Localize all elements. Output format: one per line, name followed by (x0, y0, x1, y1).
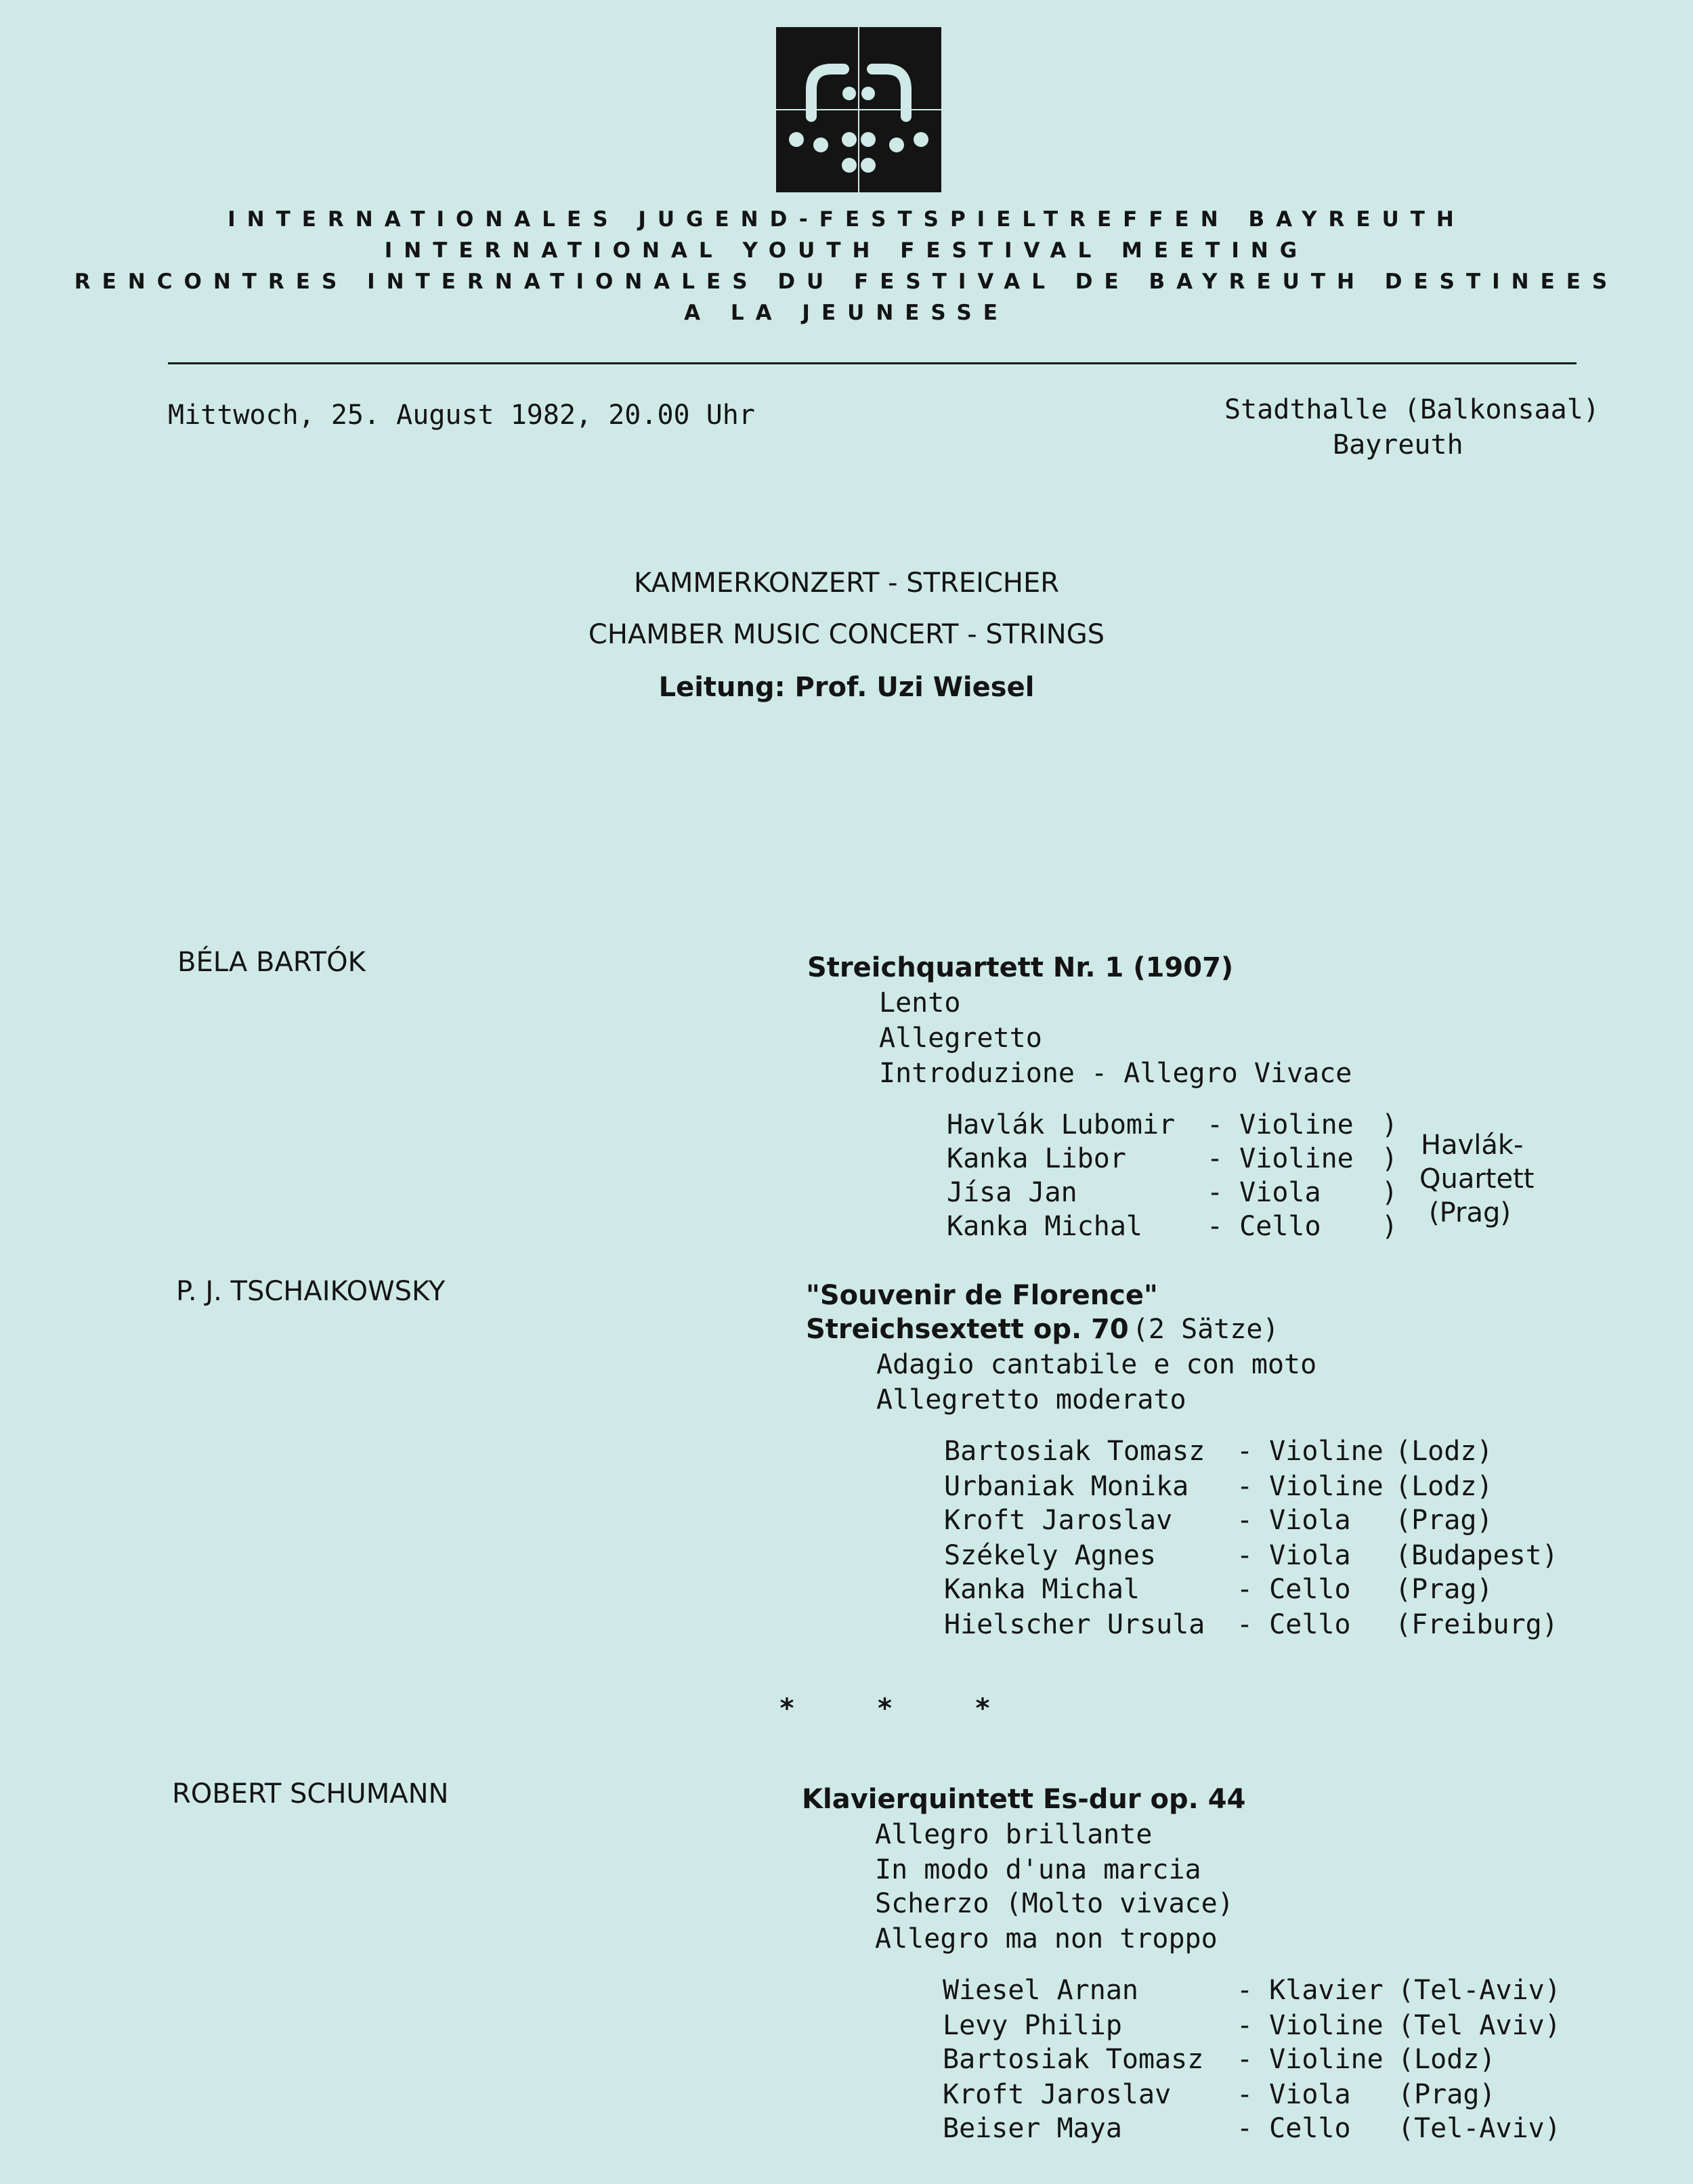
movement: Allegro brillante (875, 1819, 1153, 1850)
performer-instrument: - Viola (1207, 1177, 1321, 1208)
performer-name: Beiser Maya (943, 2113, 1122, 2144)
event-venue: Stadthalle (Balkonsaal) (1224, 394, 1600, 425)
work-note: (2 Sätze) (1132, 1314, 1279, 1345)
movement: Scherzo (Molto vivace) (875, 1888, 1234, 1919)
movement: Adagio cantabile e con moto (876, 1349, 1317, 1380)
composer-tschaikowsky: P. J. TSCHAIKOWSKY (176, 1276, 446, 1307)
header-line-2: INTERNATIONAL YOUTH FESTIVAL MEETING (384, 238, 1309, 263)
performer-instrument: - Violine (1207, 1109, 1354, 1140)
header-line-4: A LA JEUNESSE (684, 301, 1009, 325)
work-subtitle-text: Streichsextett op. 70 (806, 1314, 1129, 1345)
performer-name: Bartosiak Tomasz (944, 1436, 1205, 1467)
bracket: ) (1381, 1177, 1398, 1208)
work-title: Streichquartett Nr. 1 (1907) (807, 952, 1234, 983)
performer-city: (Lodz) (1395, 1436, 1493, 1467)
performer-name: Kanka Michal (944, 1574, 1140, 1605)
performer-name: Kanka Michal (947, 1211, 1142, 1242)
concert-title-en: CHAMBER MUSIC CONCERT - STRINGS (588, 619, 1105, 650)
performer-instrument: - Viola (1237, 1505, 1351, 1536)
bracket: ) (1381, 1143, 1398, 1174)
concert-direction: Leitung: Prof. Uzi Wiesel (658, 672, 1035, 703)
performer-instrument: - Klavier (1237, 1975, 1384, 2006)
performer-instrument: - Cello (1237, 1609, 1351, 1640)
performer-city: (Lodz) (1398, 2044, 1496, 2075)
movement: Allegretto (879, 1023, 1042, 1054)
performer-name: Kroft Jaroslav (944, 1505, 1173, 1536)
composer-bartok: BÉLA BARTÓK (177, 947, 366, 978)
performer-city: (Tel-Aviv) (1398, 1975, 1561, 2006)
bracket: ) (1381, 1109, 1398, 1140)
performer-instrument: - Cello (1237, 1574, 1351, 1605)
performer-city: (Tel Aviv) (1398, 2010, 1561, 2041)
performer-city: (Prag) (1398, 2079, 1496, 2110)
header-line-1: INTERNATIONALES JUGEND-FESTSPIELTREFFEN BAYREUTH (228, 207, 1465, 232)
movement: Introduzione - Allegro Vivace (879, 1058, 1352, 1089)
performer-instrument: - Viola (1237, 1540, 1351, 1571)
bracket: ) (1381, 1211, 1398, 1242)
festival-logo (776, 27, 941, 192)
movement: In modo d'una marcia (875, 1854, 1201, 1885)
performer-instrument: - Violine (1237, 2010, 1384, 2041)
ensemble-name: Havlák- (1421, 1130, 1524, 1161)
performer-city: (Budapest) (1395, 1540, 1558, 1571)
performer-city: (Prag) (1395, 1505, 1493, 1536)
concert-title-de: KAMMERKONZERT - STREICHER (633, 568, 1060, 599)
ensemble-name: Quartett (1419, 1163, 1535, 1195)
performer-name: Kanka Libor (947, 1143, 1126, 1174)
header-line-3: RENCONTRES INTERNATIONALES DU FESTIVAL DE BAYREUTH DESTINEES (74, 270, 1619, 294)
work-title: Klavierquintett Es-dur op. 44 (802, 1784, 1246, 1815)
performer-name: Kroft Jaroslav (943, 2079, 1172, 2110)
performer-name: Urbaniak Monika (944, 1471, 1189, 1502)
performer-instrument: - Viola (1237, 2079, 1351, 2110)
performer-city: (Lodz) (1395, 1471, 1493, 1502)
event-city: Bayreuth (1333, 429, 1463, 461)
performer-name: Havlák Lubomir (947, 1109, 1176, 1140)
performer-instrument: - Violine (1237, 1471, 1384, 1502)
performer-name: Hielscher Ursula (944, 1609, 1205, 1640)
performer-city: (Prag) (1395, 1574, 1493, 1605)
performer-instrument: - Cello (1207, 1211, 1321, 1242)
performer-name: Bartosiak Tomasz (943, 2044, 1204, 2075)
performer-instrument: - Violine (1237, 1436, 1384, 1467)
performer-instrument: - Violine (1207, 1143, 1354, 1174)
performer-city: (Tel-Aviv) (1398, 2113, 1561, 2144)
movement: Lento (879, 987, 961, 1019)
performer-instrument: - Cello (1237, 2113, 1351, 2144)
movement: Allegro ma non troppo (875, 1923, 1218, 1954)
performer-name: Székely Agnes (944, 1540, 1157, 1571)
header-divider (168, 362, 1577, 364)
movement: Allegretto moderato (876, 1384, 1186, 1415)
work-subtitle (806, 1314, 1279, 1345)
performer-name: Wiesel Arnan (943, 1975, 1138, 2006)
performer-name: Jísa Jan (947, 1177, 1077, 1208)
section-separator: * * * (779, 1693, 991, 1724)
performer-instrument: - Violine (1237, 2044, 1384, 2075)
event-date: Mittwoch, 25. August 1982, 20.00 Uhr (168, 400, 755, 431)
performer-city: (Freiburg) (1395, 1609, 1558, 1640)
work-title: "Souvenir de Florence" (806, 1280, 1158, 1311)
ensemble-city: (Prag) (1429, 1197, 1511, 1228)
composer-schumann: ROBERT SCHUMANN (172, 1778, 449, 1810)
performer-name: Levy Philip (943, 2010, 1122, 2041)
